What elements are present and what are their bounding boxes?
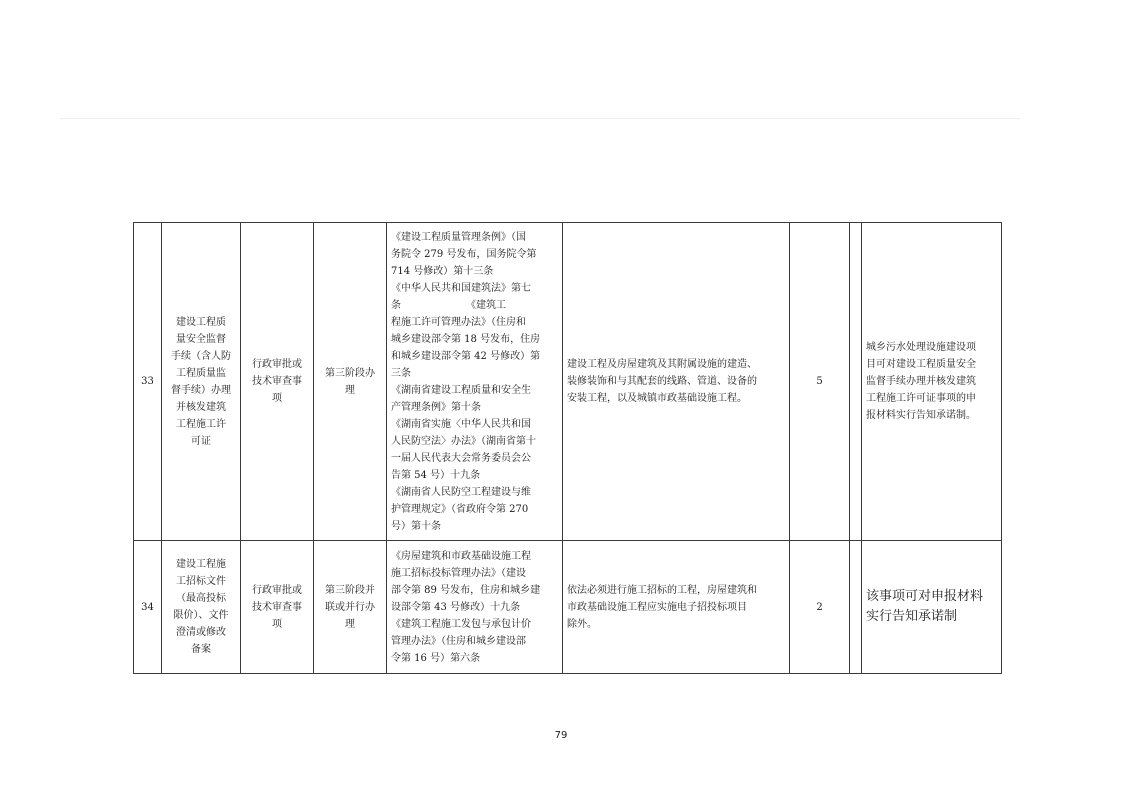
remarks-cell: 城乡污水处理设施建设项 目可对建设工程质量安全 监督手续办理并核发建筑 工程施工许可证事项的申 报材料实行告知承诺制。 (862, 223, 1002, 541)
remarks-cell: 该事项可对申报材料 实行告知承诺制 (862, 541, 1002, 674)
item-stage-cell: 第三阶段并 联或并行办 理 (314, 541, 387, 674)
table-row-34 (134, 541, 1002, 674)
time-limit-cell: 5 (790, 223, 850, 541)
item-number-cell: 33 (134, 223, 162, 541)
table-row-33 (134, 223, 1002, 541)
item-number-cell: 34 (134, 541, 162, 674)
item-type-cell: 行政审批或 技术审查事 项 (241, 541, 314, 674)
time-limit-cell: 2 (790, 541, 850, 674)
legal-basis-cell: 《建设工程质量管理条例》（国 务院令 279 号发布，国务院令第 714 号修改）第十三条 《中华人民共和国建筑法》第七 条 《建筑工 程施工许可管理办法》（住房和 城乡建设部令第 18 号发布，住房 和城乡建设部令第 42 号修改）第 三条 《湖南省建设工程质量和安全生 产管理条例》第十条 《湖南省实施〈中华人民共和国 人民防空法〉办法》（湖南省第十 一届人民代表大会常务委员会公 告第 54 号）十九条 《湖南省人民防空工程建设与维 护管理规定》（省政府令第 270 号）第十条 (387, 223, 563, 541)
item-name-cell: 建设工程施 工招标文件 （最高投标 限价）、文件 澄清或修改 备案 (162, 541, 241, 674)
item-stage-cell: 第三阶段办 理 (314, 223, 387, 541)
approval-items-table (133, 222, 1002, 674)
page-scan-edge (60, 118, 1020, 119)
item-type-cell: 行政审批或 技术审查事 项 (241, 223, 314, 541)
applicable-scope-cell: 建设工程及房屋建筑及其附属设施的建造、 装修装饰和与其配套的线路、管道、设备的 安装工程，以及城镇市政基础设施工程。 (563, 223, 790, 541)
item-name-cell: 建设工程质 量安全监督 手续（含人防 工程质量监 督手续）办理 并核发建筑 工程施工许 可证 (162, 223, 241, 541)
column-gap (850, 541, 862, 674)
column-gap (850, 223, 862, 541)
applicable-scope-cell: 依法必须进行施工招标的工程，房屋建筑和 市政基础设施工程应实施电子招投标项目 除外。 (563, 541, 790, 674)
page-number: 79 (554, 730, 568, 741)
legal-basis-cell: 《房屋建筑和市政基础设施工程 施工招标投标管理办法》（建设 部令第 89 号发布，住房和城乡建 设部令第 43 号修改）十九条 《建筑工程施工发包与承包计价 管理办法》（住房和城乡建设部 令第 16 号）第六条 (387, 541, 563, 674)
